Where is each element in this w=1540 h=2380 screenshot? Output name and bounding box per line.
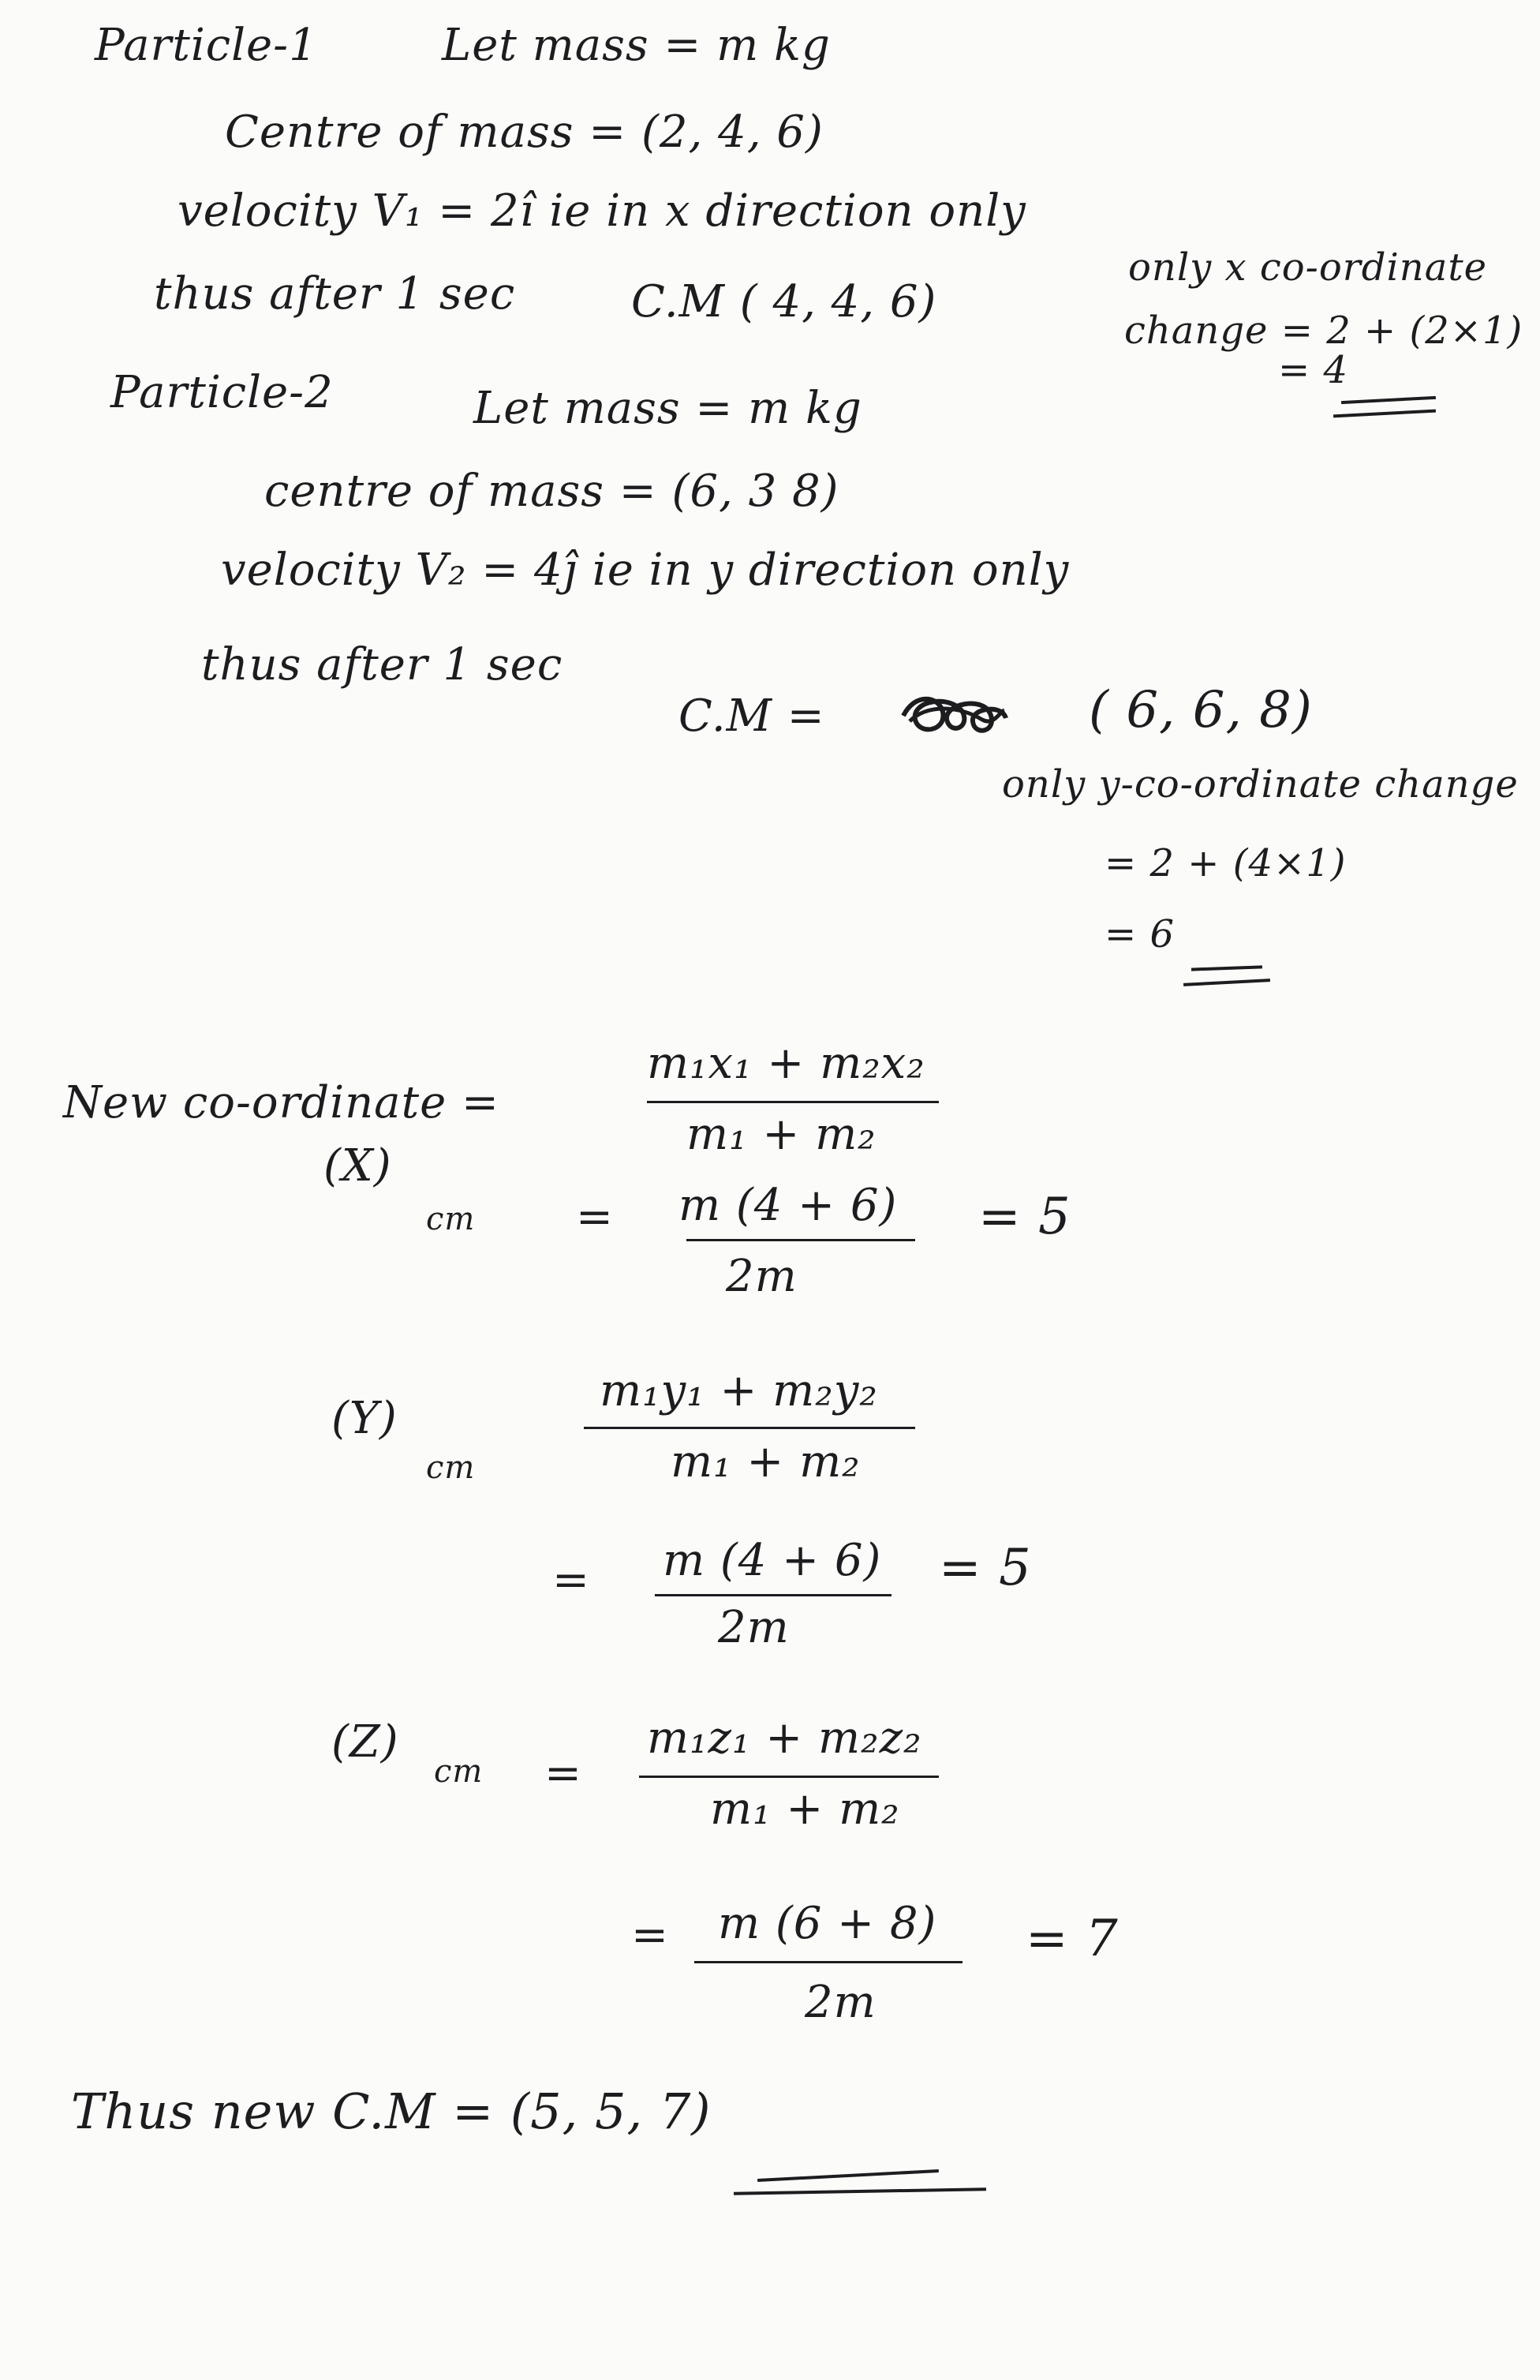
- particle-2-note-line1: only y-co-ordinate change: [1002, 762, 1519, 806]
- z-equals-1: =: [544, 1748, 582, 1799]
- particle-1-note-line3: = 4: [1278, 348, 1349, 392]
- y-value-denominator: 2m: [718, 1602, 790, 1653]
- particle-1-after: thus after 1 sec: [154, 268, 516, 320]
- new-coordinate-label: New co-ordinate =: [63, 1077, 499, 1128]
- particle-1-com: Centre of mass = (2, 4, 6): [225, 107, 824, 158]
- particle-2-heading: Particle-2: [110, 367, 334, 418]
- x-subscript: cm: [426, 1201, 476, 1237]
- x-value-fraction-bar: [686, 1239, 915, 1241]
- y-formula-denominator: m₁ + m₂: [671, 1436, 861, 1488]
- y-value-numerator: m (4 + 6): [663, 1535, 882, 1586]
- y-variable: (Y): [331, 1393, 398, 1444]
- particle-2-com-new: ( 6, 6, 8): [1089, 681, 1313, 739]
- x-formula-numerator: m₁x₁ + m₂x₂: [647, 1038, 925, 1089]
- particle-2-com: centre of mass = (6, 3 8): [264, 466, 839, 517]
- x-value-denominator: 2m: [726, 1251, 798, 1302]
- y-value-fraction-bar: [655, 1594, 891, 1596]
- particle-1-mass: Let mass = m kg: [442, 20, 831, 71]
- particle-1-velocity: velocity V₁ = 2î ie in x direction only: [178, 185, 1026, 237]
- z-value-fraction-bar: [694, 1961, 962, 1963]
- particle-2-underline-1: [1191, 965, 1262, 971]
- z-result: = 7: [1026, 1910, 1119, 1968]
- particle-2-after: thus after 1 sec: [201, 639, 563, 690]
- y-subscript: cm: [426, 1450, 476, 1486]
- y-equals: =: [552, 1555, 590, 1606]
- conclusion-line: Thus new C.M = (5, 5, 7): [71, 2082, 712, 2140]
- scribble-icon: [895, 688, 1014, 743]
- y-formula-numerator: m₁y₁ + m₂y₂: [600, 1365, 878, 1416]
- y-formula-fraction-bar: [584, 1427, 915, 1429]
- x-variable: (X): [323, 1140, 392, 1192]
- particle-2-mass: Let mass = m kg: [473, 383, 862, 434]
- x-value-numerator: m (4 + 6): [678, 1180, 898, 1231]
- particle-2-com-new-prefix: C.M =: [678, 690, 825, 742]
- z-formula-numerator: m₁z₁ + m₂z₂: [647, 1712, 922, 1764]
- conclusion-underline-2: [734, 2187, 986, 2195]
- particle-1-underline-1: [1341, 396, 1436, 404]
- z-value-numerator: m (6 + 8): [718, 1898, 937, 1949]
- particle-1-note-line2: change = 2 + (2×1): [1124, 309, 1523, 353]
- z-variable: (Z): [331, 1716, 399, 1768]
- z-subscript: cm: [434, 1753, 484, 1790]
- conclusion-underline-1: [757, 2169, 939, 2182]
- particle-1-underline-2: [1333, 410, 1436, 418]
- particle-2-underline-2: [1183, 979, 1270, 986]
- particle-2-note-line2: = 2 + (4×1): [1105, 841, 1347, 885]
- x-result: = 5: [978, 1188, 1071, 1246]
- particle-1-heading: Particle-1: [95, 20, 318, 71]
- particle-2-velocity: velocity V₂ = 4ĵ ie in y direction only: [221, 544, 1070, 596]
- particle-1-com-new: C.M ( 4, 4, 6): [631, 276, 937, 327]
- z-formula-fraction-bar: [639, 1776, 939, 1778]
- particle-2-note-line3: = 6: [1105, 912, 1176, 956]
- z-equals-2: =: [631, 1910, 669, 1961]
- z-formula-denominator: m₁ + m₂: [710, 1783, 900, 1835]
- x-formula-denominator: m₁ + m₂: [686, 1109, 877, 1160]
- x-formula-fraction-bar: [647, 1101, 939, 1103]
- z-value-denominator: 2m: [805, 1977, 877, 2028]
- x-equals: =: [576, 1192, 614, 1243]
- particle-1-note-line1: only x co-ordinate: [1128, 245, 1488, 290]
- y-result: = 5: [939, 1539, 1032, 1597]
